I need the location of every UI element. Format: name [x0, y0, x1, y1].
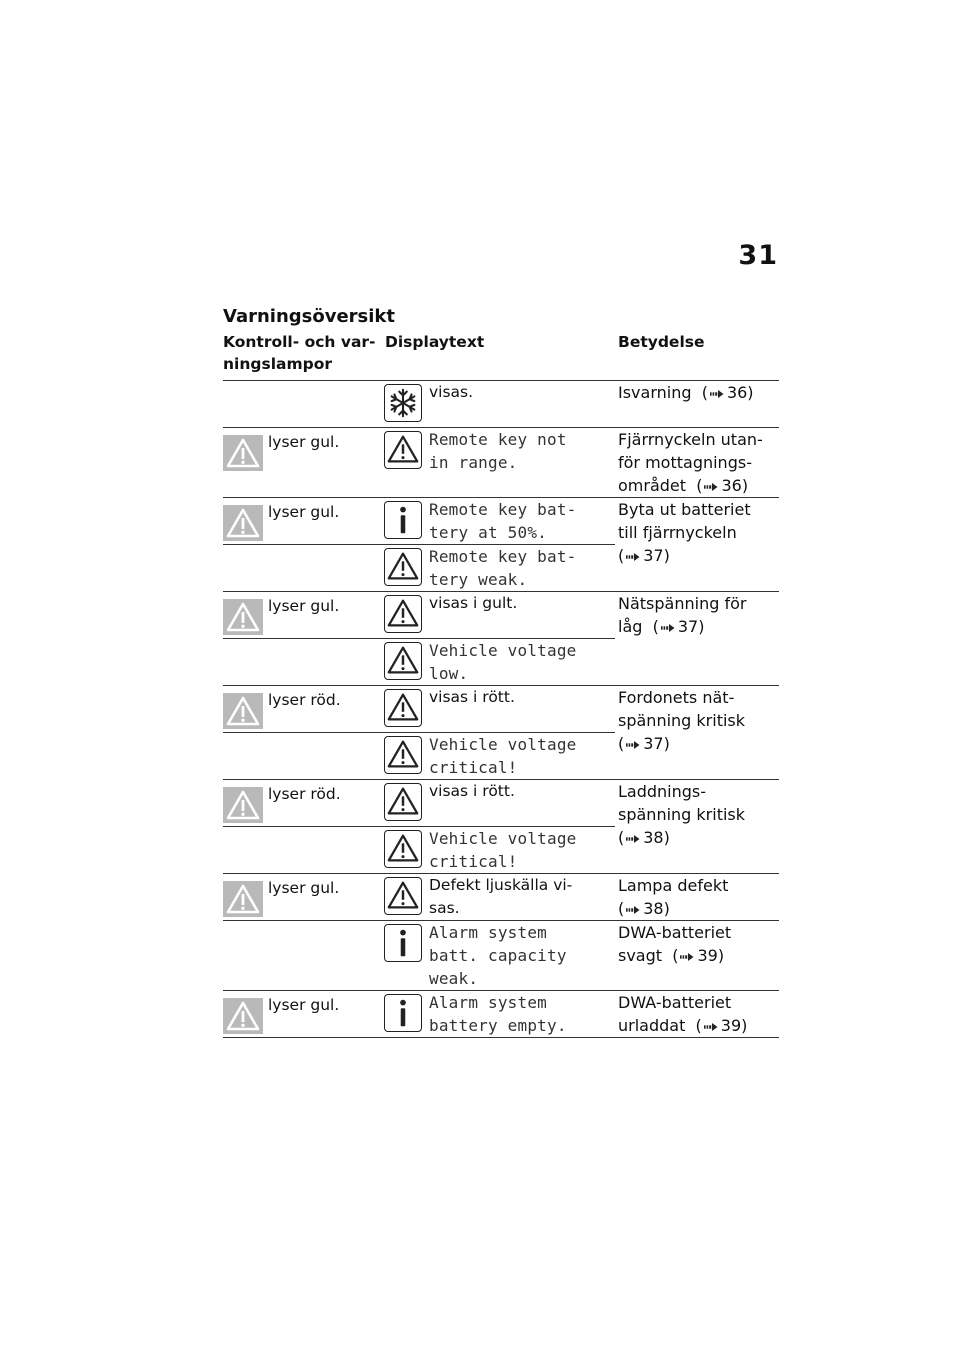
display-text — [429, 733, 614, 779]
meaning-line: Fjärrnyckeln utan- — [618, 430, 763, 449]
meaning-text — [618, 381, 778, 404]
warning-triangle-icon — [384, 736, 422, 774]
reference-arrow-icon — [710, 389, 724, 399]
meaning-text — [618, 780, 778, 849]
reference-page: 37) — [643, 546, 670, 565]
header-meaning: Betydelse — [618, 333, 705, 351]
display-text — [429, 545, 614, 591]
page-number: 31 — [738, 240, 778, 271]
meaning-line: svagt ( 39) — [618, 946, 725, 965]
reference-arrow-icon — [661, 623, 675, 633]
display-text-line: critical! — [429, 758, 518, 777]
warning-lamp-icon — [223, 599, 263, 635]
display-text — [429, 874, 614, 920]
display-text-line: Remote key bat- — [429, 547, 577, 566]
warning-lamp-icon — [223, 435, 263, 471]
display-text-line: Defekt ljuskälla vi- — [429, 876, 573, 894]
display-text-line: Vehicle voltage — [429, 829, 577, 848]
meaning-line: spänning kritisk — [618, 711, 746, 730]
meaning-ref-line — [618, 544, 778, 567]
warning-triangle-icon — [384, 642, 422, 680]
display-text-line: Remote key bat- — [429, 500, 577, 519]
display-text-line: low. — [429, 664, 469, 683]
meaning-line: Laddnings- — [618, 782, 707, 801]
display-text — [429, 381, 614, 404]
warning-lamp-icon — [223, 998, 263, 1034]
reference-page: 38) — [643, 899, 670, 918]
warning-lamp-icon — [223, 787, 263, 823]
display-text-line: sas. — [429, 899, 460, 917]
meaning-text — [618, 686, 778, 755]
reference-page: 39) — [697, 946, 725, 965]
display-text-line: visas i gult. — [429, 594, 518, 612]
lamp-status-label: lyser röd. — [268, 785, 341, 803]
info-icon — [384, 994, 422, 1032]
meaning-line: låg ( 37) — [618, 617, 705, 636]
lamp-status-label: lyser gul. — [268, 433, 340, 451]
page-reference-link[interactable]: ( 37) — [618, 546, 670, 565]
page-reference-link[interactable]: ( 38) — [618, 828, 670, 847]
reference-page: 37) — [643, 734, 670, 753]
warning-lamp-icon — [223, 881, 263, 917]
header-display-text: Displaytext — [385, 333, 485, 351]
page-reference-link[interactable]: ( 38) — [618, 899, 670, 918]
display-text-line: weak. — [429, 969, 479, 988]
snowflake-icon — [384, 384, 422, 422]
table-divider — [223, 1037, 779, 1038]
meaning-line: Isvarning ( 36) — [618, 383, 754, 402]
warning-lamp-icon — [223, 505, 263, 541]
display-text — [429, 428, 614, 474]
reference-page: 37) — [677, 617, 705, 636]
reference-arrow-icon — [680, 952, 694, 962]
meaning-line: Fordonets nät- — [618, 688, 735, 707]
reference-page: 38) — [643, 828, 670, 847]
warning-triangle-icon — [384, 548, 422, 586]
reference-arrow-icon — [704, 1022, 718, 1032]
display-text — [429, 686, 614, 709]
display-text-line: visas i rött. — [429, 688, 515, 706]
page-reference-link[interactable]: ( 39) — [695, 1016, 748, 1035]
meaning-ref-line — [618, 826, 778, 849]
warning-triangle-icon — [384, 431, 422, 469]
warning-triangle-icon — [384, 595, 422, 633]
page-reference-link[interactable]: ( 36) — [701, 383, 754, 402]
lamp-status-label: lyser röd. — [268, 691, 341, 709]
header-lamps — [223, 331, 383, 375]
display-text — [429, 921, 614, 990]
display-text — [429, 780, 614, 803]
display-text-line: tery at 50%. — [429, 523, 547, 542]
lamp-status-label: lyser gul. — [268, 597, 340, 615]
info-icon — [384, 501, 422, 539]
display-text-line: visas. — [429, 383, 474, 401]
lamp-status-label: lyser gul. — [268, 996, 340, 1014]
lamp-status-label: lyser gul. — [268, 879, 340, 897]
reference-arrow-icon — [704, 482, 718, 492]
reference-page: 39) — [720, 1016, 748, 1035]
display-text-line: Vehicle voltage — [429, 641, 577, 660]
page-reference-link[interactable]: ( 39) — [672, 946, 725, 965]
display-text — [429, 827, 614, 873]
reference-page: 36) — [726, 383, 754, 402]
page-reference-link[interactable]: ( 37) — [652, 617, 705, 636]
meaning-text — [618, 428, 778, 497]
reference-arrow-icon — [626, 740, 640, 750]
display-text-line: visas i rött. — [429, 782, 515, 800]
display-text-line: critical! — [429, 852, 518, 871]
meaning-line: Lampa defekt — [618, 876, 729, 895]
meaning-line: Byta ut batteriet — [618, 500, 751, 519]
warning-triangle-icon — [384, 689, 422, 727]
warning-lamp-icon — [223, 693, 263, 729]
reference-arrow-icon — [626, 834, 640, 844]
display-text-line: tery weak. — [429, 570, 528, 589]
reference-arrow-icon — [626, 552, 640, 562]
section-title: Varningsöversikt — [223, 306, 396, 327]
meaning-line: DWA-batteriet — [618, 993, 732, 1012]
meaning-text — [618, 921, 778, 967]
display-text-line: in range. — [429, 453, 518, 472]
header-lamps-line2: ningslampor — [223, 355, 333, 373]
meaning-text — [618, 592, 778, 638]
warning-triangle-icon — [384, 877, 422, 915]
info-icon — [384, 924, 422, 962]
reference-page: 36) — [721, 476, 749, 495]
display-text — [429, 498, 614, 544]
display-text — [429, 639, 614, 685]
meaning-line: området ( 36) — [618, 476, 749, 495]
page-reference-link[interactable]: ( 36) — [696, 476, 749, 495]
display-text-line: Alarm system — [429, 923, 547, 942]
display-text — [429, 991, 614, 1037]
meaning-line: för mottagnings- — [618, 453, 752, 472]
meaning-text — [618, 991, 778, 1037]
page-reference-link[interactable]: ( 37) — [618, 734, 670, 753]
meaning-line: Nätspänning för — [618, 594, 747, 613]
meaning-line: urladdat ( 39) — [618, 1016, 748, 1035]
display-text-line: Vehicle voltage — [429, 735, 577, 754]
lamp-status-label: lyser gul. — [268, 503, 340, 521]
display-text-line: batt. capacity — [429, 946, 567, 965]
header-lamps-line1: Kontroll- och var- — [223, 333, 376, 351]
display-text-line: Remote key not — [429, 430, 567, 449]
meaning-line: DWA-batteriet — [618, 923, 732, 942]
meaning-line: spänning kritisk — [618, 805, 746, 824]
warning-triangle-icon — [384, 783, 422, 821]
reference-arrow-icon — [626, 905, 640, 915]
meaning-line: till fjärrnyckeln — [618, 523, 737, 542]
meaning-text — [618, 498, 778, 567]
display-text-line: Alarm system — [429, 993, 547, 1012]
meaning-ref-line — [618, 732, 778, 755]
display-text — [429, 592, 614, 615]
meaning-ref-line — [618, 897, 778, 920]
display-text-line: battery empty. — [429, 1016, 567, 1035]
warning-triangle-icon — [384, 830, 422, 868]
meaning-text — [618, 874, 778, 920]
